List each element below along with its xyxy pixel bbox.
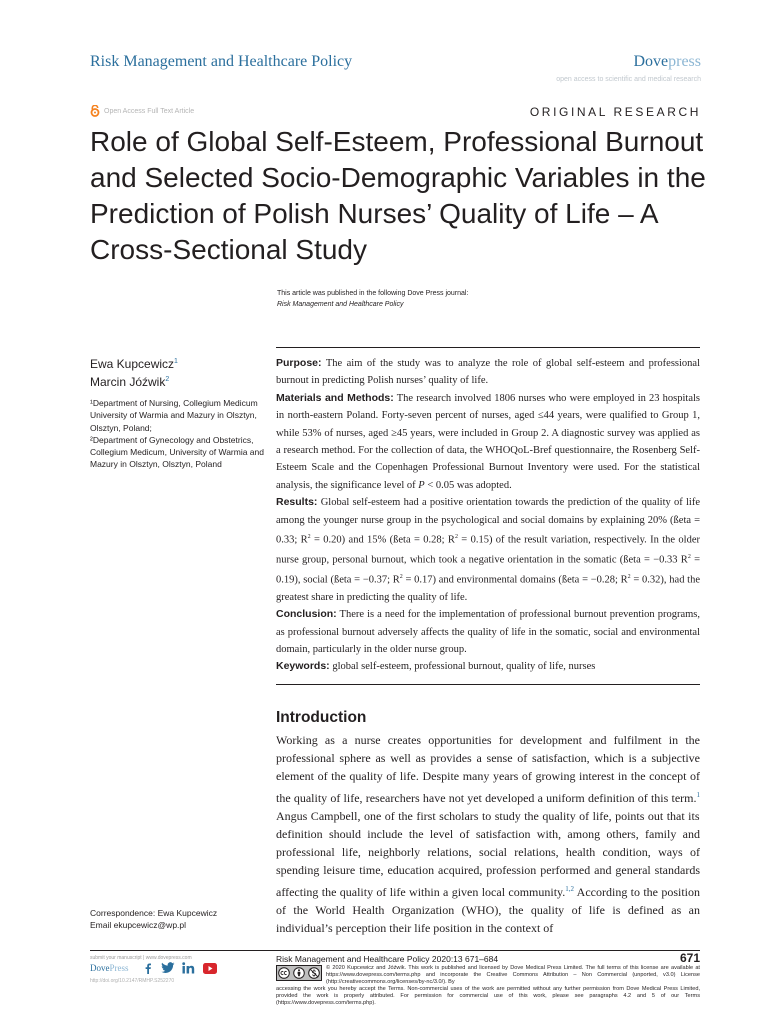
purpose-label: Purpose: <box>276 357 322 369</box>
affiliation: ²Department of Gynecology and Obstetrics, Collegium Medicum, University of Warmia and Mazury in Olsztyn, Olsztyn, Poland <box>90 434 264 470</box>
abstract-top-rule <box>276 347 700 348</box>
publication-note-line: This article was published in the following Dove Press journal: <box>277 290 469 297</box>
keywords-label: Keywords: <box>276 660 330 673</box>
abstract-conclusion <box>276 606 700 658</box>
results-text: = 0.17) and environmental domains (ßeta = −0.28; R <box>402 574 628 586</box>
abstract-bottom-rule <box>276 684 700 685</box>
methods-label: Materials and Methods: <box>276 391 394 404</box>
section-heading-introduction: Introduction <box>276 709 367 726</box>
affiliations <box>90 397 265 471</box>
p-symbol: P <box>418 479 425 491</box>
license-text: © 2020 Kupcewicz and Jóźwik. This work is published and licensed by Dove Medical Press Limited. The full terms of this license are available at https://www.dovepress.com/terms.php and incorporate the Creative Commons Attribution – Non Commercial (unported, v3.0) License (http://creativecommons.org/licenses/by-nc/3.0/). By <box>326 965 700 985</box>
linkedin-icon[interactable] <box>182 962 196 974</box>
cc-license-badge[interactable] <box>276 965 322 981</box>
publication-note <box>277 288 468 310</box>
author[interactable] <box>90 372 178 390</box>
citation-ref[interactable]: 1,2 <box>565 884 575 893</box>
methods-text: The research involved 1806 nurses who were employed in 23 hospitals in north-eastern Poland. Forty-seven percent of nurses, aged ≤44 years, were qualified to Group 1, while 53% of nurses, aged ≥45 years, were included in Group 2. A diagnostic survey was applied as a research method. For the collection of data, the WHOQoL-Bref questionnaire, the Rosenberg Self-Esteem Scale and the Copenhagen Professional Burnout Inventory were used. For the statistical analysis, the significance level of <box>276 392 701 491</box>
results-text: Global self-esteem had a positive orientation towards the prediction of the quality of life among the younger nurse group in the psychological and social domains by explaining 20% (ßeta = 0.33; R <box>276 497 700 546</box>
abstract-purpose <box>276 355 700 390</box>
open-access-label <box>90 105 194 117</box>
superscript: 2 <box>399 573 403 580</box>
section-type: ORIGINAL RESEARCH <box>529 105 701 119</box>
correspondence <box>90 907 217 931</box>
facebook-icon[interactable] <box>142 962 154 974</box>
keywords-text: global self-esteem, professional burnout, quality of life, nurses <box>332 661 596 673</box>
introduction-body <box>276 731 700 937</box>
submit-manuscript-link[interactable]: submit your manuscript | www.dovepress.com <box>90 955 192 961</box>
author[interactable] <box>90 354 178 372</box>
open-access-icon <box>90 105 100 117</box>
author-affil-ref: 2 <box>165 376 170 383</box>
open-access-text: Open Access Full Text Article <box>104 107 195 115</box>
footer-press: Press <box>109 963 129 973</box>
license-text-continued: accessing the work you hereby accept the Terms. Non-commercial uses of the work are permitted without any further permission from Dove Medical Press Limited, provided the work is properly attributed. For permission for commercial use of this work, please see paragraphs 4.2 and 5 of our Terms (https://www.dovepress.com/terms.php). <box>276 986 700 1006</box>
superscript: 2 <box>307 534 311 541</box>
results-label: Results: <box>276 496 318 509</box>
results-text: = 0.32), had the greatest share in predicting the quality of life. <box>276 574 701 603</box>
footer-dove: Dove <box>90 963 110 973</box>
dovepress-logo[interactable] <box>633 53 701 71</box>
youtube-icon[interactable] <box>203 963 217 974</box>
social-links <box>142 962 217 974</box>
superscript: 2 <box>454 534 458 541</box>
methods-end: < 0.05 was adopted. <box>427 479 512 491</box>
attribution-icon <box>293 967 305 979</box>
conclusion-text: There is a need for the implementation of professional burnout prevention programs, as professional burnout adversely affects the quality of life in the somatic, social and environmental domain, particularly in the older nurse group. <box>276 609 701 655</box>
citation-ref[interactable]: 1 <box>696 790 700 799</box>
paragraph-text: Angus Campbell, one of the first scholars to study the quality of life, points out that its definition should include the level of satisfaction with, among others, family and professional life, neighborly relations, social relations, health condition, ways of spending leisure time, education acquired, profession performed and general standards affecting the quality of life within a given local community. <box>276 808 700 899</box>
journal-title[interactable]: Risk Management and Healthcare Policy <box>90 53 353 70</box>
author-name: Ewa Kupcewicz <box>90 357 175 371</box>
author-name: Marcin Jóźwik <box>90 375 166 389</box>
footer-rule <box>90 950 700 951</box>
abstract-results <box>276 494 700 606</box>
paragraph-text: Working as a nurse creates opportunities for development and fulfilment in the professional sphere as well as provides a sense of satisfaction, which is a subjective element of the quality of life. Despite many years of growing interest in the concept of the quality of life, researchers have not yet developed a uniform definition of this term. <box>276 733 700 805</box>
publication-note-journal[interactable]: Risk Management and Healthcare Policy <box>277 301 404 308</box>
conclusion-label: Conclusion: <box>276 608 337 621</box>
correspondence-name: Correspondence: Ewa Kupcewicz <box>90 908 218 918</box>
twitter-icon[interactable] <box>161 962 175 974</box>
purpose-text: The aim of the study was to analyze the role of global self-esteem and professional burnout in predicting Polish nurses’ quality of life. <box>276 358 700 387</box>
author-list <box>90 354 178 390</box>
noncommercial-icon <box>308 967 320 979</box>
results-text: = 0.15) of the result variation, respectively. In the older nurse group, personal burnout, which took a negative orientation in the somatic (ßeta = −0.33 R <box>276 534 700 566</box>
superscript: 2 <box>687 553 691 560</box>
affiliation: ¹Department of Nursing, Collegium Medicum University of Warmia and Mazury in Olsztyn, Olsztyn, Poland; <box>90 398 258 433</box>
paragraph <box>276 731 700 937</box>
dovepress-footer-logo[interactable] <box>90 963 129 973</box>
brand-dove: Dove <box>633 53 669 70</box>
results-text: = 0.20) and 15% (ßeta = 0.28; R <box>310 534 455 546</box>
brand-press: press <box>668 53 701 70</box>
abstract-methods <box>276 390 700 494</box>
paragraph-text: According to the position of the World Health Organization (WHO), the quality of life is defined as an individual’s perception their life position in the context of <box>276 884 700 936</box>
tagline: open access to scientific and medical research <box>556 76 701 83</box>
cc-icon <box>278 967 290 979</box>
author-affil-ref: 1 <box>174 358 178 365</box>
results-text: = 0.19), social (ßeta = −0.37; R <box>276 554 701 586</box>
doi-link[interactable]: http://doi.org/10.2147/RMHP.S252270 <box>90 978 175 984</box>
abstract-keywords <box>276 658 700 675</box>
correspondence-email[interactable]: Email ekupcewicz@wp.pl <box>90 920 187 930</box>
abstract <box>276 355 700 676</box>
page-number: 671 <box>679 951 700 965</box>
article-title: Role of Global Self-Esteem, Professional Burnout and Selected Socio-Demographic Variables in the Prediction of Polish Nurses’ Quality of Life – A Cross-Sectional Study <box>90 126 706 265</box>
footer-citation: Risk Management and Healthcare Policy 2020:13 671–684 <box>276 954 499 964</box>
superscript: 2 <box>627 573 631 580</box>
